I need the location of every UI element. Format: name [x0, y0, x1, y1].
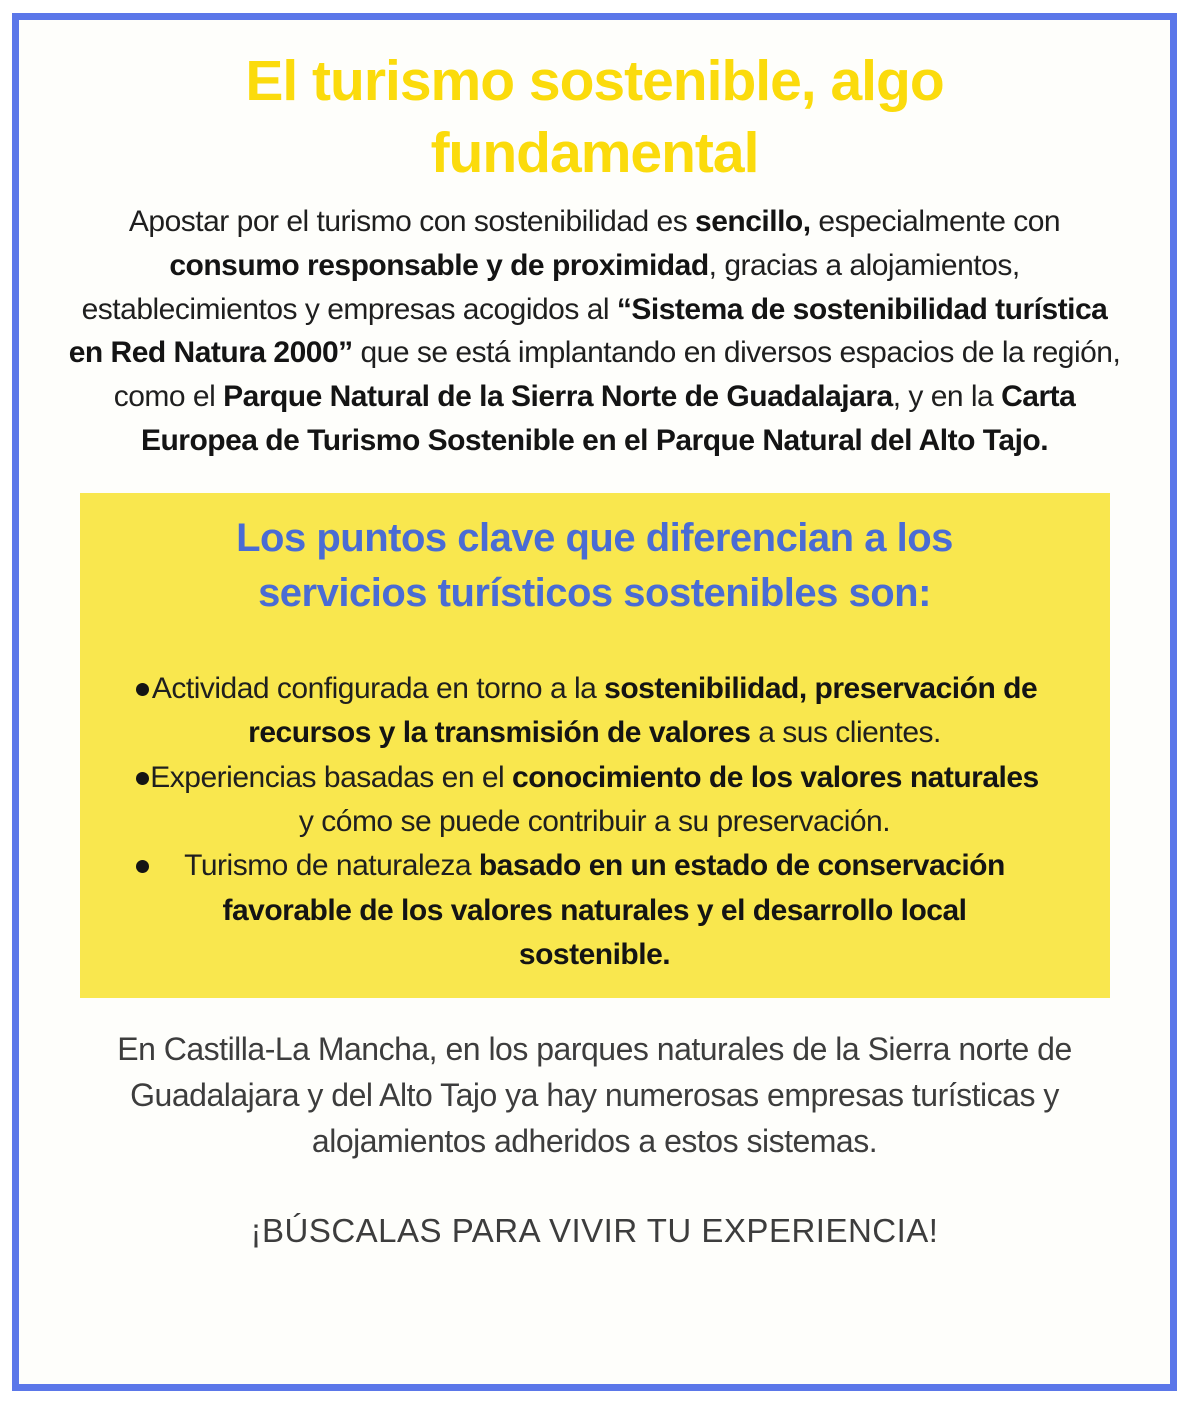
list-item: [120, 667, 1070, 756]
closing-paragraph: En Castilla-La Mancha, en los parques naturales de la Sierra norte de Guadalajara y del Alto Tajo ya hay numerosas empresas turísticas y alojamientos adheridos a estos sistemas.: [117, 1030, 1072, 1159]
bullet-icon: [136, 772, 149, 785]
list-item: [120, 756, 1070, 845]
key-points-list: [120, 667, 1070, 978]
page-frame: [12, 13, 1177, 1391]
list-item-text: Actividad configurada en torno a la sostenibilidad, preservación de recursos y la transmisión de valores a sus clientes.: [151, 671, 1038, 750]
list-item: [120, 844, 1070, 977]
intro-paragraph: Apostar por el turismo con sostenibilidad es sencillo, especialmente con consumo responsable y de proximidad, gracias a alojamientos, establecimientos y empresas acogidos al “Sistema de sostenibilidad turística en Red Natura 2000” que se está implantando en diversos espacios de la región, como el Parque Natural de la Sierra Norte de Guadalajara, y en la Carta Europea de Turismo Sostenible en el Parque Natural del Alto Tajo.: [68, 204, 1121, 458]
bullet-icon: [136, 860, 149, 873]
key-points-box: [80, 493, 1110, 997]
list-item-text: Turismo de naturaleza basado en un estado de conservación favorable de los valores naturales y el desarrollo local sostenible.: [184, 849, 1005, 972]
cta-line: ¡BÚSCALAS PARA VIVIR TU EXPERIENCIA!: [250, 1211, 939, 1249]
list-item-text: Experiencias basadas en el conocimiento de los valores naturales y cómo se puede contribuir a su preservación.: [150, 760, 1039, 839]
key-points-heading: Los puntos clave que diferencian a los servicios turísticos sostenibles son:: [236, 516, 953, 616]
bullet-icon: [136, 683, 149, 696]
page-title: El turismo sostenible, algo fundamental: [245, 49, 944, 185]
